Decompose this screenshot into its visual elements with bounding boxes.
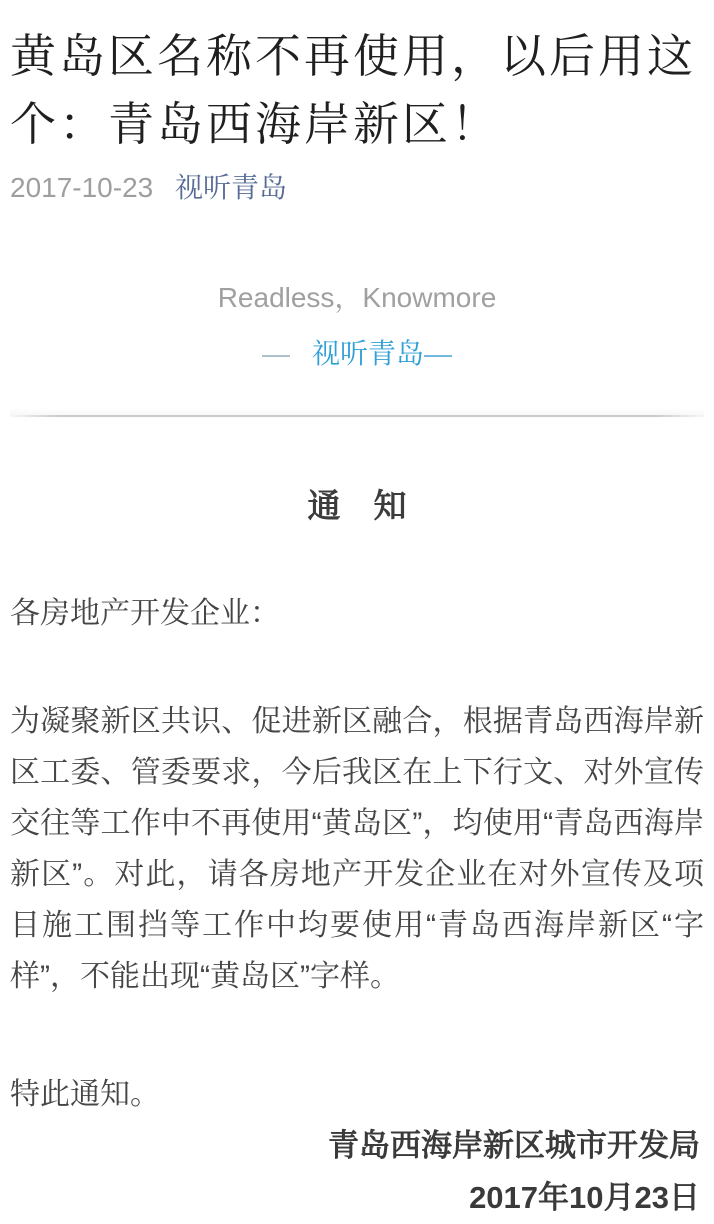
signature: 青岛西海岸新区城市开发局: [328, 1128, 700, 1163]
section-divider: [10, 408, 704, 418]
notice-body: 为凝聚新区共识、促进新区融合，根据青岛西海岸新区工委、管委要求，今后我区在上下行文、对外宣传交往等工作中不再使用“黄岛区”，均使用“青岛西海岸新区”。对此，请各房地产开发企业在对外宣传及项目施工围挡等工作中均要使用“青岛西海岸新区“字样”，不能出现“黄岛区”字样。: [10, 705, 704, 993]
article-title: 黄岛区名称不再使用，以后用这个：青岛西海岸新区！: [10, 30, 696, 150]
article-meta: [10, 172, 704, 204]
account-line: [10, 338, 704, 370]
dash-left-decoration: —: [261, 338, 290, 369]
publish-date: 2017-10-23: [10, 172, 154, 203]
signature-date: 2017年10月23日: [469, 1180, 700, 1215]
salutation: 各房地产开发企业：: [10, 597, 280, 630]
account-link[interactable]: 视听青岛: [175, 172, 288, 203]
slogan-text: Readless，Knowmore: [217, 282, 497, 313]
notice-heading: 通 知: [307, 487, 407, 524]
account-name-link[interactable]: 视听青岛: [311, 338, 424, 369]
closing-line: 特此通知。: [10, 1078, 160, 1111]
dash-right-decoration: —: [424, 338, 452, 369]
